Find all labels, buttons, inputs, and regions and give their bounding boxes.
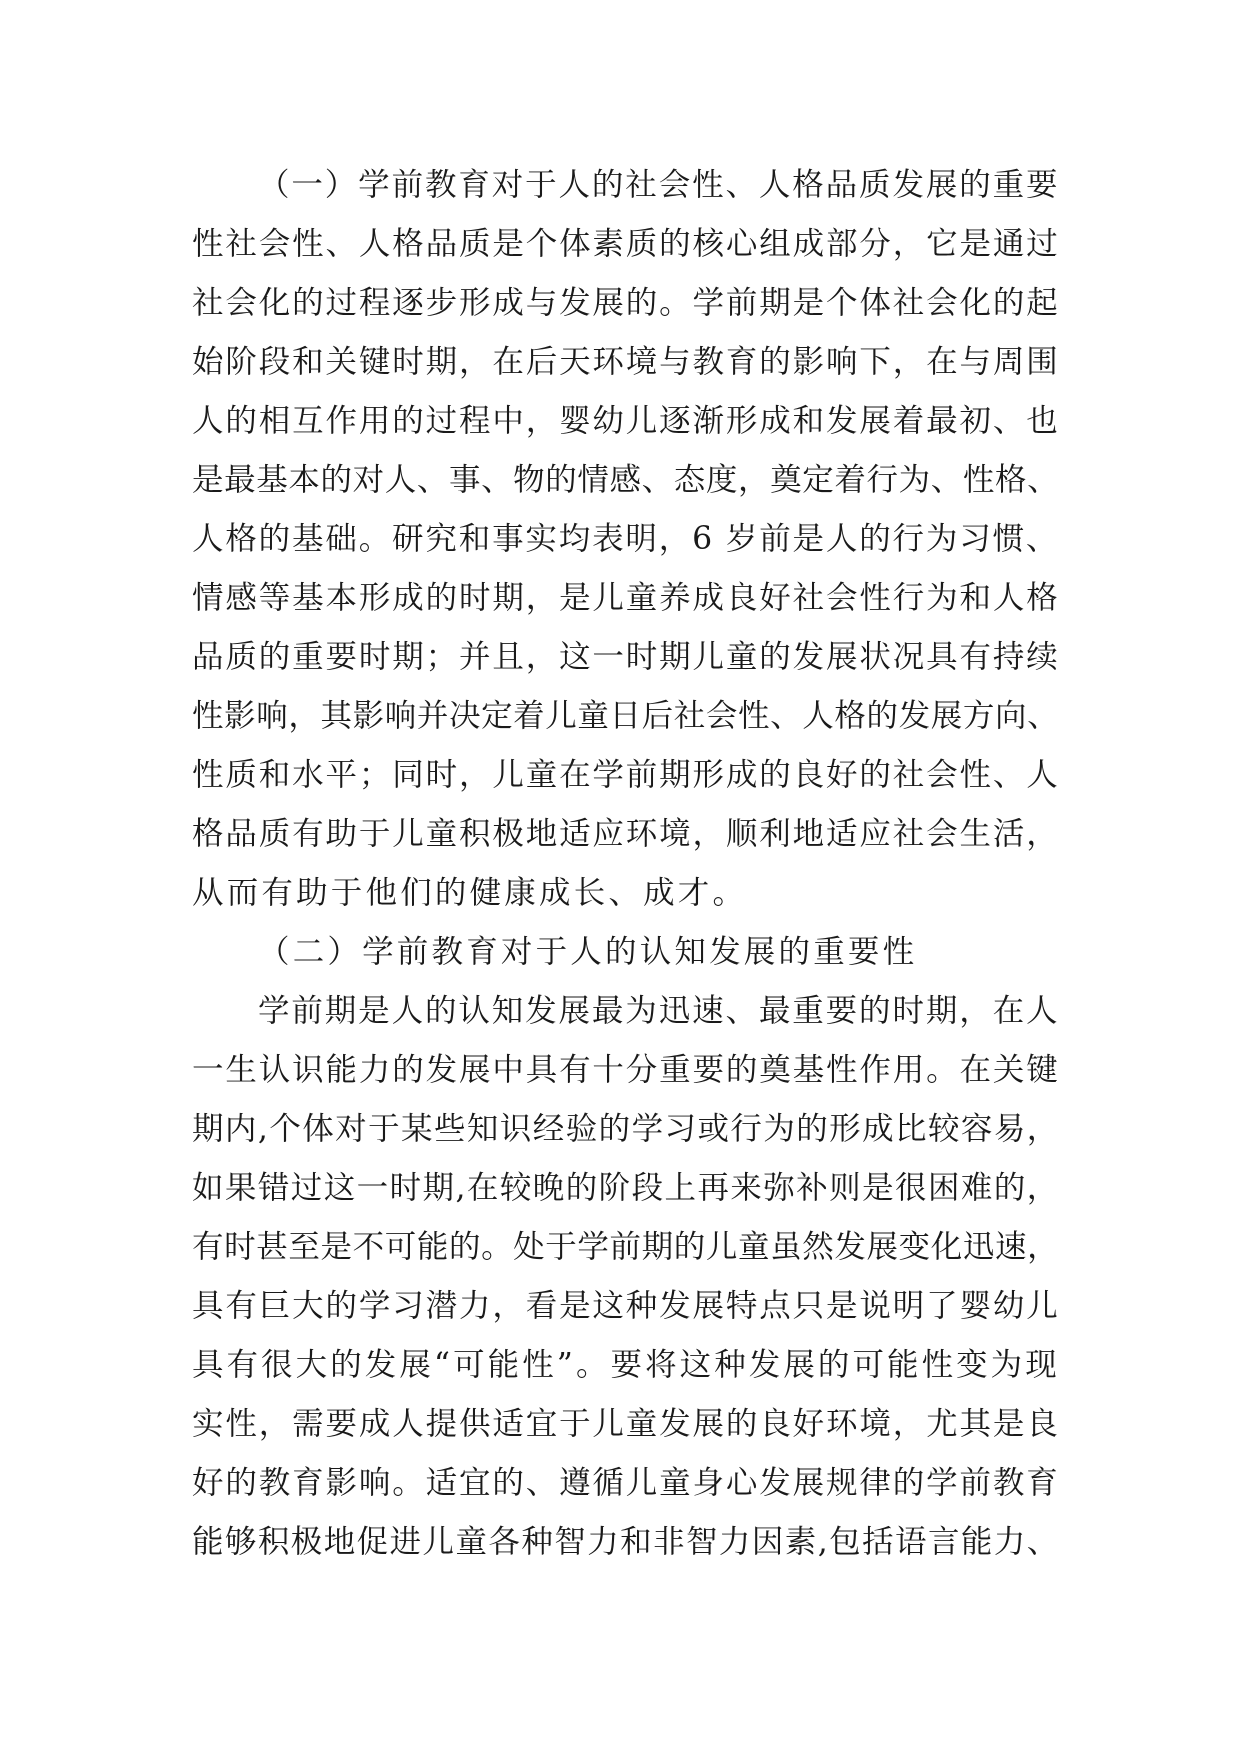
text-line: 有时甚至是不可能的。处于学前期的儿童虽然发展变化迅速， xyxy=(192,1229,1060,1265)
paragraph-first-line: 学前期是人的认知发展最为迅速、最重要的时期，在人 xyxy=(258,993,1060,1029)
text-line: 从而有助于他们的健康成长、成才。 xyxy=(192,875,748,911)
text-line: 具有巨大的学习潜力，看是这种发展特点只是说明了婴幼儿 xyxy=(192,1288,1060,1324)
text-line: 一生认识能力的发展中具有十分重要的奠基性作用。在关键 xyxy=(192,1052,1060,1088)
text-line: 如果错过这一时期,在较晚的阶段上再来弥补则是很困难的， xyxy=(192,1170,1060,1206)
body-text xyxy=(192,156,1062,1572)
text-line: 品质的重要时期；并且，这一时期儿童的发展状况具有持续 xyxy=(192,639,1060,675)
text-line: 人的相互作用的过程中，婴幼儿逐渐形成和发展着最初、也 xyxy=(192,403,1060,439)
text-line: 情感等基本形成的时期，是儿童养成良好社会性行为和人格 xyxy=(192,580,1060,616)
text-line: 格品质有助于儿童积极地适应环境，顺利地适应社会生活， xyxy=(192,816,1060,852)
text-line: 始阶段和关键时期，在后天环境与教育的影响下，在与周围 xyxy=(192,344,1060,380)
paragraph-first-line: （二）学前教育对于人的认知发展的重要性 xyxy=(258,934,918,970)
paragraph-first-line: （一）学前教育对于人的社会性、人格品质发展的重要 xyxy=(258,167,1060,203)
text-line: 具有很大的发展“可能性”。要将这种发展的可能性变为现 xyxy=(192,1347,1060,1383)
text-line: 性社会性、人格品质是个体素质的核心组成部分，它是通过 xyxy=(192,226,1060,262)
text-line: 性影响，其影响并决定着儿童日后社会性、人格的发展方向、 xyxy=(192,698,1060,734)
text-line: 性质和水平；同时，儿童在学前期形成的良好的社会性、人 xyxy=(192,757,1060,793)
text-line: 是最基本的对人、事、物的情感、态度，奠定着行为、性格、 xyxy=(192,462,1060,498)
text-line: 人格的基础。研究和事实均表明，6 岁前是人的行为习惯、 xyxy=(192,521,1060,557)
text-line: 期内,个体对于某些知识经验的学习或行为的形成比较容易， xyxy=(192,1111,1060,1147)
text-line: 能够积极地促进儿童各种智力和非智力因素,包括语言能力、 xyxy=(192,1524,1060,1560)
text-line: 实性，需要成人提供适宜于儿童发展的良好环境，尤其是良 xyxy=(192,1406,1060,1442)
text-line: 好的教育影响。适宜的、遵循儿童身心发展规律的学前教育 xyxy=(192,1465,1060,1501)
text-line: 社会化的过程逐步形成与发展的。学前期是个体社会化的起 xyxy=(192,285,1060,321)
